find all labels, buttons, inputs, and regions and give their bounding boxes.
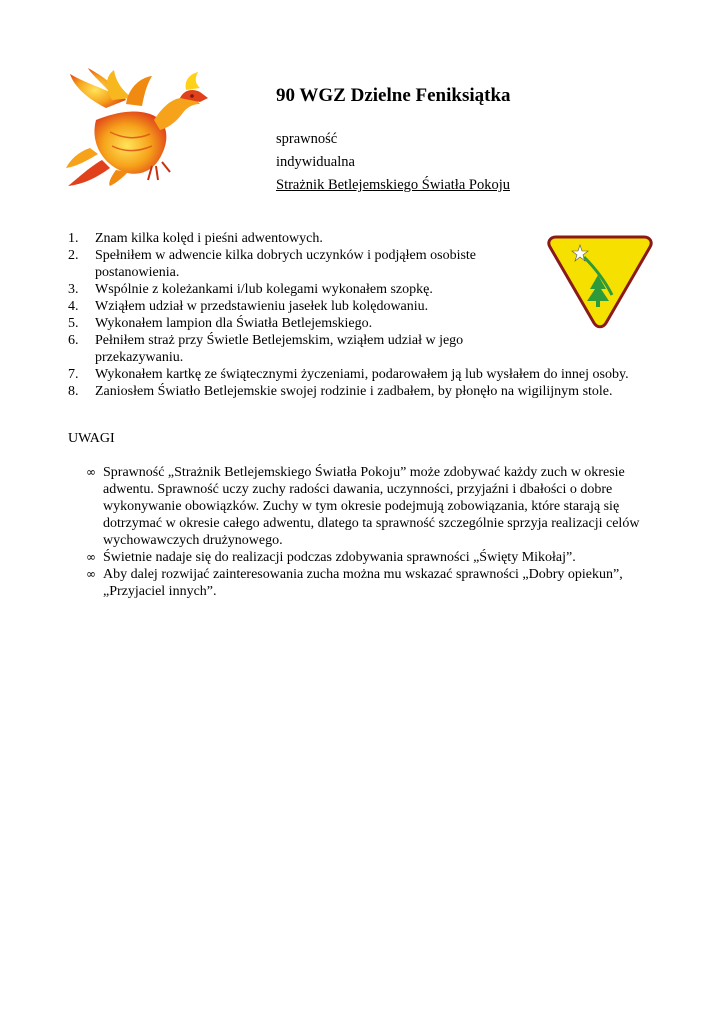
badge-name-link: Strażnik Betlejemskiego Światła Pokoju — [276, 177, 510, 193]
list-item: 7. Wykonałem kartkę ze świątecznymi życzeniami, podarowałem ją lub wysłałem do innej osoby. — [68, 367, 629, 382]
list-item: 6. Pełniłem straż przy Świetle Betlejemskim, wziąłem udział w jego przekazywaniu. — [68, 333, 464, 365]
type-label: sprawność — [276, 131, 338, 147]
document-title: 90 WGZ Dzielne Feniksiątka — [276, 85, 511, 106]
list-item: ∞ Aby dalej rozwijać zainteresowania zucha można mu wskazać sprawności „Dobry opiekun”, „Przyjaciel innych”. — [86, 567, 623, 599]
list-item: 5. Wykonałem lampion dla Światła Betlejemskiego. — [68, 316, 373, 331]
requirements-list — [68, 230, 668, 400]
list-item: ∞ Sprawność „Strażnik Betlejemskiego Światła Pokoju” może zdobywać każdy zuch w okresie adwentu. Sprawność uczy zuchy radości dawania, uczynności, przyjaźni i dbałości o dobre wykonywanie obowiązków. Zuchy w tym okresie podejmują zobowiązania, które starają się dotrzymać w okresie całego adwentu, dlatego ta sprawność szczególnie sprzyja realizacji celów wychowawczych drużynowego. — [86, 465, 640, 548]
phoenix-logo-icon — [66, 68, 216, 186]
list-item: 2. Spełniłem w adwencie kilka dobrych uczynków i podjąłem osobiste postanowienia. — [68, 248, 477, 280]
level-label: indywidualna — [276, 154, 355, 170]
notes-list — [86, 464, 662, 600]
infinity-bullet-icon: ∞ — [86, 567, 96, 581]
list-item: 1. Znam kilka kolęd i pieśni adwentowych. — [68, 231, 323, 246]
infinity-bullet-icon: ∞ — [86, 465, 96, 479]
notes-heading: UWAGI — [68, 431, 115, 446]
list-item: ∞ Świetnie nadaje się do realizacji podczas zdobywania sprawności „Święty Mikołaj”. — [86, 550, 576, 565]
infinity-bullet-icon: ∞ — [86, 550, 96, 564]
list-item: 8. Zaniosłem Światło Betlejemskie swojej rodzinie i zadbałem, by płonęło na wigilijnym stole. — [68, 384, 613, 399]
document-header — [276, 84, 696, 197]
list-item: 3. Wspólnie z koleżankami i/lub kolegami wykonałem szopkę. — [68, 282, 433, 297]
list-item: 4. Wziąłem udział w przedstawieniu jasełek lub kolędowaniu. — [68, 299, 429, 314]
